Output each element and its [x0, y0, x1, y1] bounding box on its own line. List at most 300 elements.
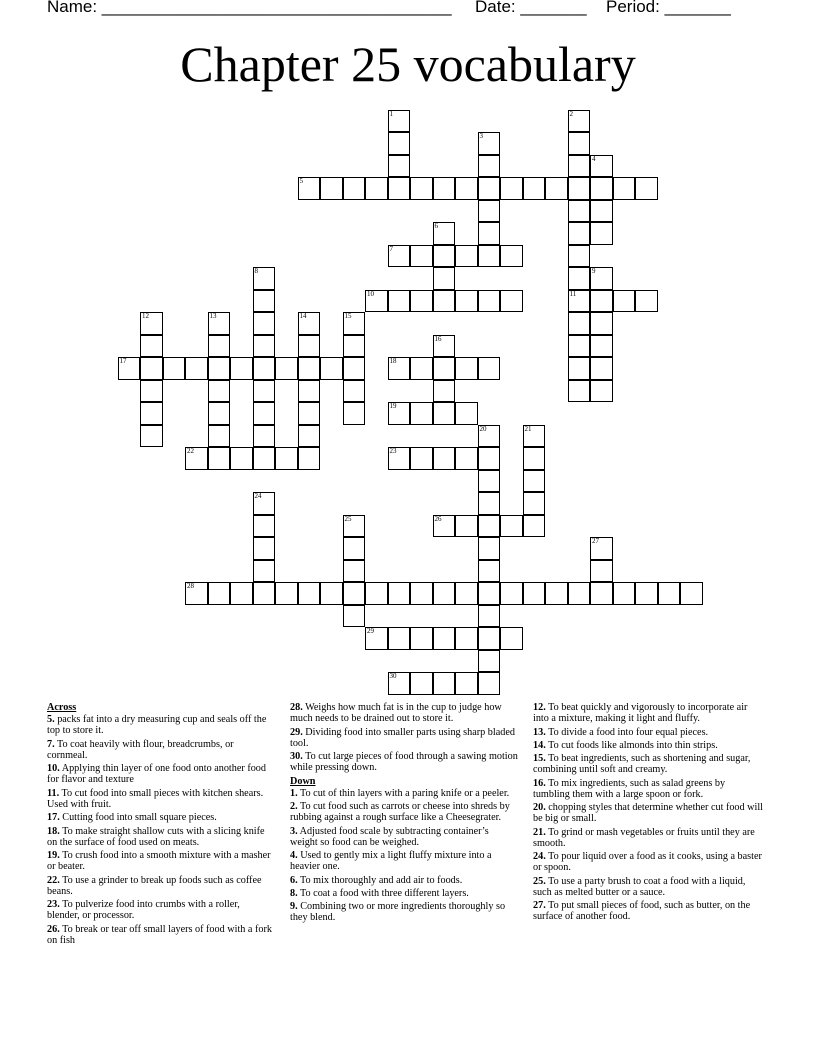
clue-label: 2.: [290, 801, 298, 812]
clue-number: 11: [569, 289, 577, 298]
grid-cell[interactable]: [388, 110, 411, 133]
grid-cell[interactable]: [455, 447, 478, 470]
down-clue: [533, 753, 763, 775]
grid-cell[interactable]: [208, 402, 231, 425]
clue-number: 6: [434, 222, 438, 230]
grid-cell[interactable]: [388, 627, 411, 650]
grid-cell[interactable]: [568, 132, 591, 155]
grid-cell[interactable]: [500, 177, 523, 200]
grid-cell[interactable]: [433, 402, 456, 425]
grid-cell[interactable]: [320, 582, 343, 605]
grid-cell[interactable]: [433, 357, 456, 380]
grid-cell[interactable]: [343, 560, 366, 583]
grid-cell[interactable]: [455, 177, 478, 200]
grid-cell[interactable]: [433, 447, 456, 470]
grid-cell[interactable]: [433, 245, 456, 268]
grid-cell[interactable]: [433, 290, 456, 313]
clue-text: To crush food into a smooth mixture with a masher or beater.: [47, 850, 271, 873]
grid-cell[interactable]: [478, 582, 501, 605]
grid-cell[interactable]: [568, 245, 591, 268]
clue-label: 16.: [533, 777, 546, 789]
grid-cell[interactable]: [253, 402, 276, 425]
grid-cell[interactable]: [478, 515, 501, 538]
date-field[interactable]: Date: _______: [475, 0, 587, 16]
grid-cell[interactable]: [343, 357, 366, 380]
across-clue: [47, 763, 275, 785]
grid-cell[interactable]: [478, 155, 501, 178]
clue-label: 11.: [47, 787, 60, 799]
grid-cell[interactable]: [298, 582, 321, 605]
across-clue: [47, 875, 275, 897]
grid-cell[interactable]: [253, 447, 276, 470]
grid-cell[interactable]: [140, 312, 163, 335]
grid-cell[interactable]: [388, 245, 411, 268]
clue-number: 24: [254, 492, 262, 500]
grid-cell[interactable]: [455, 672, 478, 695]
grid-cell[interactable]: [523, 177, 546, 200]
grid-cell[interactable]: [208, 425, 231, 448]
grid-cell[interactable]: [590, 582, 613, 605]
grid-cell[interactable]: [253, 290, 276, 313]
grid-cell[interactable]: [343, 582, 366, 605]
across-clue: [47, 788, 275, 810]
grid-cell[interactable]: [478, 357, 501, 380]
grid-cell[interactable]: [455, 290, 478, 313]
clue-label: 4.: [290, 850, 298, 861]
grid-cell[interactable]: [433, 380, 456, 403]
down-clue: [533, 740, 763, 751]
clue-number: 19: [389, 402, 397, 410]
clue-text: To cut large pieces of food through a sawing motion while pressing down.: [290, 751, 518, 774]
grid-cell[interactable]: [590, 290, 613, 313]
grid-cell[interactable]: [478, 425, 501, 448]
grid-cell[interactable]: [478, 627, 501, 650]
grid-cell[interactable]: [568, 177, 591, 200]
grid-cell[interactable]: [253, 335, 276, 358]
grid-cell[interactable]: [230, 357, 253, 380]
grid-cell[interactable]: [590, 267, 613, 290]
grid-cell[interactable]: [568, 222, 591, 245]
grid-cell[interactable]: [275, 357, 298, 380]
grid-cell[interactable]: [568, 582, 591, 605]
clue-label: 23.: [47, 899, 60, 910]
grid-cell[interactable]: [433, 582, 456, 605]
grid-cell[interactable]: [298, 357, 321, 380]
grid-cell[interactable]: [568, 357, 591, 380]
clue-text: To coat a food with three different layers.: [300, 887, 469, 899]
clue-number: 4: [592, 154, 596, 163]
down-clue: [290, 875, 518, 886]
grid-cell[interactable]: [365, 627, 388, 650]
grid-cell[interactable]: [455, 627, 478, 650]
clue-label: 25.: [533, 875, 546, 887]
grid-cell[interactable]: [500, 627, 523, 650]
grid-cell[interactable]: [410, 245, 433, 268]
grid-cell[interactable]: [343, 537, 366, 560]
grid-cell[interactable]: [433, 515, 456, 538]
grid-cell[interactable]: [410, 357, 433, 380]
grid-cell[interactable]: [388, 582, 411, 605]
clue-number: 15: [344, 312, 352, 320]
grid-cell[interactable]: [298, 312, 321, 335]
across-clue: [47, 812, 275, 823]
grid-cell[interactable]: [140, 335, 163, 358]
grid-cell[interactable]: [320, 357, 343, 380]
clue-number: 8: [254, 267, 258, 275]
clue-text: chopping styles that determine whether cut food will be big or small.: [533, 802, 764, 825]
grid-cell[interactable]: [208, 582, 231, 605]
down-clue: [533, 851, 763, 873]
grid-cell[interactable]: [140, 357, 163, 380]
grid-cell[interactable]: [208, 335, 231, 358]
grid-cell[interactable]: [343, 402, 366, 425]
clue-label: 9.: [290, 901, 298, 913]
grid-cell[interactable]: [298, 402, 321, 425]
grid-cell[interactable]: [478, 290, 501, 313]
grid-cell[interactable]: [275, 447, 298, 470]
grid-cell[interactable]: [478, 177, 501, 200]
grid-cell[interactable]: [163, 357, 186, 380]
grid-cell[interactable]: [500, 582, 523, 605]
grid-cell[interactable]: [478, 672, 501, 695]
clue-label: 17.: [47, 812, 60, 824]
grid-cell[interactable]: [253, 380, 276, 403]
down-clue: [533, 778, 763, 800]
grid-cell[interactable]: [343, 312, 366, 335]
grid-cell[interactable]: [568, 380, 591, 403]
grid-cell[interactable]: [478, 650, 501, 673]
clue-label: 1.: [290, 787, 298, 799]
clue-label: 27.: [533, 900, 546, 912]
grid-cell[interactable]: [590, 177, 613, 200]
grid-cell[interactable]: [500, 290, 523, 313]
clue-number: 29: [367, 627, 374, 635]
grid-cell[interactable]: [320, 177, 343, 200]
clue-number: 1: [389, 109, 393, 118]
grid-cell[interactable]: [523, 470, 546, 493]
clue-number: 3: [479, 132, 483, 140]
clue-label: 18.: [47, 825, 60, 837]
clue-number: 27: [592, 537, 599, 545]
clue-number: 20: [479, 424, 487, 433]
grid-cell[interactable]: [433, 672, 456, 695]
grid-cell[interactable]: [590, 560, 613, 583]
grid-cell[interactable]: [455, 245, 478, 268]
clue-number: 14: [299, 312, 307, 320]
grid-cell[interactable]: [140, 380, 163, 403]
down-clue: [290, 801, 518, 823]
down-clue: [533, 702, 763, 724]
clue-number: 28: [187, 582, 194, 590]
grid-cell[interactable]: [478, 132, 501, 155]
name-field[interactable]: Name: _____________________________________: [47, 0, 452, 16]
clue-label: 7.: [47, 738, 55, 750]
grid-cell[interactable]: [500, 515, 523, 538]
grid-cell[interactable]: [523, 447, 546, 470]
clue-label: 15.: [533, 753, 546, 765]
grid-cell[interactable]: [568, 110, 591, 133]
grid-cell[interactable]: [590, 380, 613, 403]
period-field[interactable]: Period: _______: [606, 0, 731, 16]
grid-cell[interactable]: [253, 267, 276, 290]
grid-cell[interactable]: [545, 177, 568, 200]
grid-cell[interactable]: [523, 492, 546, 515]
clue-number: 23: [389, 447, 397, 455]
grid-cell[interactable]: [500, 245, 523, 268]
grid-cell[interactable]: [478, 200, 501, 223]
clue-text: To put small pieces of food, such as butter, on the surface of another food.: [533, 900, 751, 923]
across-clue: [47, 899, 275, 921]
grid-cell[interactable]: [388, 132, 411, 155]
clue-label: 24.: [533, 851, 546, 863]
grid-cell[interactable]: [208, 312, 231, 335]
grid-cell[interactable]: [208, 447, 231, 470]
clue-number: 2: [569, 109, 573, 118]
clue-number: 30: [389, 672, 397, 680]
clue-text: To cut food such as carrots or cheese into shreds by rubbing against a rough surface like a Cheesegrater.: [290, 801, 510, 824]
clue-number: 13: [209, 312, 217, 320]
grid-cell[interactable]: [275, 582, 298, 605]
grid-cell[interactable]: [455, 402, 478, 425]
grid-cell[interactable]: [680, 582, 703, 605]
clue-number: 7: [389, 244, 393, 253]
grid-cell[interactable]: [118, 357, 141, 380]
grid-cell[interactable]: [253, 537, 276, 560]
grid-cell[interactable]: [658, 582, 681, 605]
grid-cell[interactable]: [298, 425, 321, 448]
down-clue: [290, 888, 518, 899]
grid-cell[interactable]: [545, 582, 568, 605]
clue-label: 29.: [290, 726, 303, 738]
grid-cell[interactable]: [568, 267, 591, 290]
clue-number: 12: [142, 312, 149, 320]
grid-cell[interactable]: [298, 447, 321, 470]
grid-cell[interactable]: [478, 245, 501, 268]
grid-cell[interactable]: [298, 380, 321, 403]
grid-cell[interactable]: [410, 672, 433, 695]
clue-number: 5: [299, 177, 303, 185]
clue-label: 30.: [290, 751, 303, 762]
grid-cell[interactable]: [298, 335, 321, 358]
grid-cell[interactable]: [590, 222, 613, 245]
across-heading: Across: [47, 702, 77, 713]
grid-cell[interactable]: [388, 290, 411, 313]
clue-text: To make straight shallow cuts with a slicing knife on the surface of food used on meats.: [47, 825, 265, 848]
grid-cell[interactable]: [208, 357, 231, 380]
clue-text: To cut food into small pieces with kitchen shears. Used with fruit.: [47, 787, 264, 810]
clue-text: To break or tear off small layers of food with a fork on fish: [47, 923, 272, 946]
clue-number: 10: [367, 289, 374, 298]
clue-number: 21: [524, 424, 532, 433]
clue-text: To mix ingredients, such as salad greens by tumbling them with a large spoon or fork.: [533, 777, 726, 800]
grid-cell[interactable]: [613, 582, 636, 605]
grid-cell[interactable]: [253, 582, 276, 605]
grid-cell[interactable]: [365, 582, 388, 605]
down-clue: [533, 876, 763, 898]
grid-cell[interactable]: [253, 312, 276, 335]
page-title: Chapter 25 vocabulary: [180, 36, 636, 92]
across-clue: [290, 702, 518, 724]
grid-cell[interactable]: [478, 537, 501, 560]
clue-text: packs fat into a dry measuring cup and seals off the top to store it.: [47, 714, 267, 737]
grid-cell[interactable]: [478, 492, 501, 515]
grid-cell[interactable]: [478, 605, 501, 628]
clue-text: To beat quickly and vigorously to incorporate air into a mixture, making it light and fluffy.: [533, 702, 748, 725]
grid-cell[interactable]: [568, 290, 591, 313]
across-clue: [290, 727, 518, 749]
grid-cell[interactable]: [185, 357, 208, 380]
grid-cell[interactable]: [410, 290, 433, 313]
clue-text: Used to gently mix a light fluffy mixture into a heavier one.: [290, 850, 492, 873]
grid-cell[interactable]: [590, 357, 613, 380]
clue-label: 20.: [533, 802, 546, 814]
down-clue: [533, 727, 763, 738]
grid-cell[interactable]: [433, 177, 456, 200]
grid-cell[interactable]: [635, 582, 658, 605]
grid-cell[interactable]: [230, 582, 253, 605]
grid-cell[interactable]: [343, 380, 366, 403]
clue-text: To coat heavily with flour, breadcrumbs, or cornmeal.: [47, 738, 234, 761]
grid-cell[interactable]: [523, 515, 546, 538]
grid-cell[interactable]: [523, 582, 546, 605]
grid-cell[interactable]: [253, 357, 276, 380]
grid-cell[interactable]: [253, 560, 276, 583]
grid-cell[interactable]: [635, 290, 658, 313]
down-clue: [290, 901, 518, 923]
across-clue: [290, 751, 518, 773]
grid-cell[interactable]: [478, 447, 501, 470]
grid-cell[interactable]: [253, 425, 276, 448]
down-clue: [533, 827, 763, 849]
grid-cell[interactable]: [478, 222, 501, 245]
grid-cell[interactable]: [590, 335, 613, 358]
clues-column-2: [290, 702, 518, 926]
down-clue: [533, 802, 763, 824]
grid-cell[interactable]: [568, 312, 591, 335]
grid-cell[interactable]: [455, 515, 478, 538]
clue-number: 22: [187, 447, 194, 455]
down-clue: [533, 900, 763, 922]
grid-cell[interactable]: [388, 155, 411, 178]
clue-label: 19.: [47, 850, 60, 861]
grid-cell[interactable]: [253, 515, 276, 538]
clue-label: 8.: [290, 887, 298, 899]
grid-cell[interactable]: [388, 447, 411, 470]
down-clue: [290, 788, 518, 799]
clue-number: 9: [592, 267, 596, 275]
grid-cell[interactable]: [410, 447, 433, 470]
clue-label: 14.: [533, 739, 546, 751]
clue-label: 10.: [47, 763, 60, 775]
grid-cell[interactable]: [590, 537, 613, 560]
grid-cell[interactable]: [388, 177, 411, 200]
grid-cell[interactable]: [185, 447, 208, 470]
clue-label: 12.: [533, 702, 546, 713]
grid-cell[interactable]: [230, 447, 253, 470]
grid-cell[interactable]: [343, 177, 366, 200]
clue-label: 5.: [47, 714, 55, 726]
across-clue: [47, 739, 275, 761]
clue-text: Applying thin layer of one food onto another food for flavor and texture: [47, 763, 266, 786]
grid-cell[interactable]: [365, 177, 388, 200]
clue-label: 26.: [47, 923, 60, 935]
grid-cell[interactable]: [523, 425, 546, 448]
grid-cell[interactable]: [590, 312, 613, 335]
grid-cell[interactable]: [185, 582, 208, 605]
grid-cell[interactable]: [455, 357, 478, 380]
grid-cell[interactable]: [590, 200, 613, 223]
clue-text: Cutting food into small square pieces.: [62, 812, 217, 824]
clue-text: To divide a food into four equal pieces.: [548, 726, 709, 738]
grid-cell[interactable]: [140, 425, 163, 448]
grid-cell[interactable]: [410, 627, 433, 650]
down-clue: [290, 850, 518, 872]
grid-cell[interactable]: [568, 155, 591, 178]
clue-text: To pour liquid over a food as it cooks, using a baster or spoon.: [533, 851, 762, 874]
grid-cell[interactable]: [388, 672, 411, 695]
clue-text: To pulverize food into crumbs with a roller, blender, or processor.: [47, 899, 240, 922]
grid-cell[interactable]: [365, 290, 388, 313]
clue-number: 16: [434, 334, 442, 343]
grid-cell[interactable]: [343, 515, 366, 538]
grid-cell[interactable]: [410, 582, 433, 605]
grid-cell[interactable]: [208, 380, 231, 403]
clue-label: 22.: [47, 874, 60, 886]
grid-cell[interactable]: [253, 492, 276, 515]
across-clue: [47, 924, 275, 946]
grid-cell[interactable]: [590, 155, 613, 178]
grid-cell[interactable]: [613, 290, 636, 313]
grid-cell[interactable]: [478, 470, 501, 493]
clue-number: 26: [434, 514, 442, 523]
clue-text: To grind or mash vegetables or fruits until they are smooth.: [533, 826, 755, 849]
clue-text: Adjusted food scale by subtracting container’s weight so food can be weighed.: [290, 825, 489, 848]
grid-cell[interactable]: [140, 402, 163, 425]
down-clue: [290, 826, 518, 848]
grid-cell[interactable]: [613, 177, 636, 200]
grid-cell[interactable]: [568, 200, 591, 223]
grid-cell[interactable]: [410, 177, 433, 200]
grid-cell[interactable]: [433, 267, 456, 290]
grid-cell[interactable]: [433, 627, 456, 650]
clue-number: 17: [119, 357, 127, 365]
clue-text: Combining two or more ingredients thoroughly so they blend.: [290, 901, 506, 924]
across-clue: [47, 714, 275, 736]
clue-text: To use a party brush to coat a food with a liquid, such as melted butter or a sauce.: [533, 875, 746, 898]
grid-cell[interactable]: [388, 357, 411, 380]
across-clue: [47, 826, 275, 848]
clue-text: To cut foods like almonds into thin strips.: [548, 739, 718, 751]
clue-text: Dividing food into smaller parts using sharp bladed tool.: [290, 726, 515, 749]
grid-cell[interactable]: [433, 222, 456, 245]
clue-number: 18: [389, 357, 397, 365]
grid-cell[interactable]: [478, 560, 501, 583]
grid-cell[interactable]: [343, 335, 366, 358]
grid-cell[interactable]: [635, 177, 658, 200]
grid-cell[interactable]: [410, 402, 433, 425]
grid-cell[interactable]: [568, 335, 591, 358]
grid-cell[interactable]: [455, 582, 478, 605]
grid-cell[interactable]: [433, 335, 456, 358]
grid-cell[interactable]: [298, 177, 321, 200]
grid-cell[interactable]: [343, 605, 366, 628]
grid-cell[interactable]: [388, 402, 411, 425]
clue-text: Weighs how much fat is in the cup to judge how much needs to be drained out to store it.: [290, 702, 502, 725]
clue-label: 3.: [290, 825, 298, 837]
down-heading: Down: [290, 775, 316, 787]
clue-text: To cut of thin layers with a paring knife or a peeler.: [300, 787, 510, 799]
clue-label: 13.: [533, 726, 546, 738]
